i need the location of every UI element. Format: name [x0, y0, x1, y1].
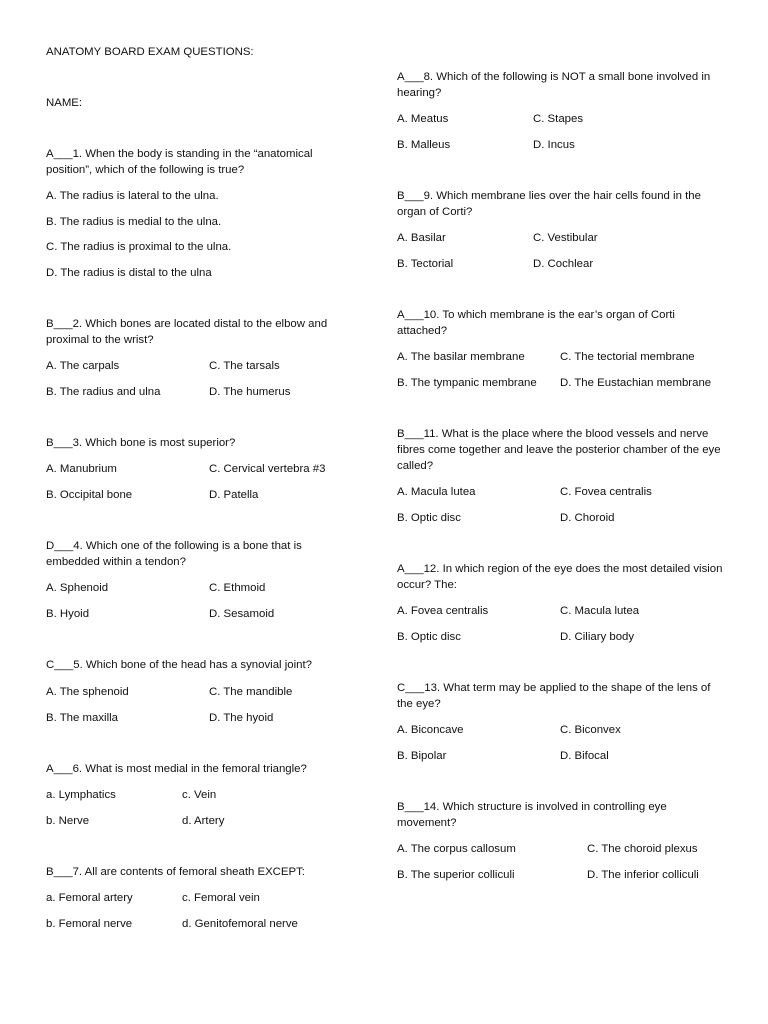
option-a: A. Sphenoid: [46, 582, 109, 594]
option-a: A. The corpus callosum: [397, 843, 516, 855]
option-c: c. Femoral vein: [182, 892, 260, 904]
question-text: B___2. Which bones are located distal to the elbow and proximal to the wrist?: [46, 318, 328, 346]
option-b: B. The tympanic membrane: [397, 377, 537, 389]
option-c: C. The tectorial membrane: [560, 351, 695, 363]
option-a: A. The carpals: [46, 360, 120, 372]
option-b: B. Malleus: [397, 139, 451, 151]
question-1: [46, 146, 346, 279]
question-9: [397, 188, 727, 270]
option-d: D. Bifocal: [560, 750, 609, 762]
question-text: B___9. Which membrane lies over the hair cells found in the organ of Corti?: [397, 190, 701, 218]
question-14: [397, 799, 727, 881]
question-text: B___3. Which bone is most superior?: [46, 437, 236, 449]
option-d: D. Cochlear: [533, 258, 594, 270]
question-6: [46, 761, 346, 827]
option-a: A. Meatus: [397, 113, 449, 125]
option-c: C. Cervical vertebra #3: [209, 463, 326, 475]
question-3: [46, 435, 346, 501]
option-d: D. Patella: [209, 489, 259, 501]
option-c: C. Stapes: [533, 113, 584, 125]
option-a: A. Biconcave: [397, 724, 464, 736]
option-b: B. Optic disc: [397, 512, 461, 524]
question-11: [397, 426, 727, 524]
option-c: C. The mandible: [209, 686, 293, 698]
question-text: C___5. Which bone of the head has a synovial joint?: [46, 659, 312, 671]
question-text: D___4. Which one of the following is a bone that is embedded within a tendon?: [46, 540, 302, 568]
option-b: B. The maxilla: [46, 712, 118, 724]
option-a: A. Macula lutea: [397, 486, 476, 498]
question-7: [46, 864, 346, 930]
option-b: B. The radius and ulna: [46, 386, 161, 398]
option-c: C. Biconvex: [560, 724, 621, 736]
option-d: d. Genitofemoral nerve: [182, 918, 298, 930]
option-b: B. The superior colliculi: [397, 869, 515, 881]
question-text: A___10. To which membrane is the ear’s organ of Corti attached?: [397, 309, 675, 337]
page-title: ANATOMY BOARD EXAM QUESTIONS:: [46, 46, 254, 58]
option-d: D. The humerus: [209, 386, 291, 398]
option-d: D. The inferior colliculi: [587, 869, 699, 881]
option-c: C. The tarsals: [209, 360, 280, 372]
option-a: A. Basilar: [397, 232, 446, 244]
option-d: D. Choroid: [560, 512, 615, 524]
option-b: B. The radius is medial to the ulna.: [46, 216, 222, 228]
option-d: D. Ciliary body: [560, 631, 635, 643]
option-d: D. Sesamoid: [209, 608, 275, 620]
question-text: A___12. In which region of the eye does the most detailed vision occur? The:: [397, 563, 723, 591]
question-text: A___6. What is most medial in the femoral triangle?: [46, 763, 307, 775]
question-text: B___14. Which structure is involved in controlling eye movement?: [397, 801, 667, 829]
question-text: A___1. When the body is standing in the “anatomical position”, which of the following is true?: [46, 148, 313, 176]
option-c: C. The choroid plexus: [587, 843, 698, 855]
question-8: [397, 69, 727, 151]
question-13: [397, 680, 727, 762]
option-c: C. Macula lutea: [560, 605, 640, 617]
option-b: b. Femoral nerve: [46, 918, 133, 930]
question-4: [46, 538, 346, 620]
option-a: a. Femoral artery: [46, 892, 133, 904]
option-d: D. The radius is distal to the ulna: [46, 267, 212, 279]
option-c: C. Ethmoid: [209, 582, 266, 594]
option-b: B. Hyoid: [46, 608, 90, 620]
name-label: NAME:: [46, 97, 83, 109]
option-c: C. The radius is proximal to the ulna.: [46, 241, 232, 253]
option-d: d. Artery: [182, 815, 225, 827]
question-2: [46, 316, 346, 398]
question-12: [397, 561, 727, 643]
option-b: B. Bipolar: [397, 750, 447, 762]
option-b: B. Occipital bone: [46, 489, 133, 501]
option-b: b. Nerve: [46, 815, 90, 827]
option-a: A. Fovea centralis: [397, 605, 489, 617]
question-5: [46, 657, 346, 724]
question-text: A___8. Which of the following is NOT a small bone involved in hearing?: [397, 71, 711, 99]
option-c: C. Vestibular: [533, 232, 598, 244]
question-10: [397, 307, 727, 389]
option-b: B. Optic disc: [397, 631, 461, 643]
option-a: a. Lymphatics: [46, 789, 116, 801]
question-text: B___11. What is the place where the blood vessels and nerve fibres come together and leave the posterior chamber of the eye called?: [397, 428, 721, 472]
question-text: C___13. What term may be applied to the shape of the lens of the eye?: [397, 682, 711, 710]
option-a: A. The radius is lateral to the ulna.: [46, 190, 219, 202]
option-c: c. Vein: [182, 789, 217, 801]
option-a: A. The sphenoid: [46, 686, 129, 698]
option-b: B. Tectorial: [397, 258, 454, 270]
option-a: A. Manubrium: [46, 463, 117, 475]
option-c: C. Fovea centralis: [560, 486, 652, 498]
option-a: A. The basilar membrane: [397, 351, 525, 363]
question-text: B___7. All are contents of femoral sheath EXCEPT:: [46, 866, 305, 878]
option-d: D. The hyoid: [209, 712, 274, 724]
option-d: D. Incus: [533, 139, 575, 151]
option-d: D. The Eustachian membrane: [560, 377, 712, 389]
